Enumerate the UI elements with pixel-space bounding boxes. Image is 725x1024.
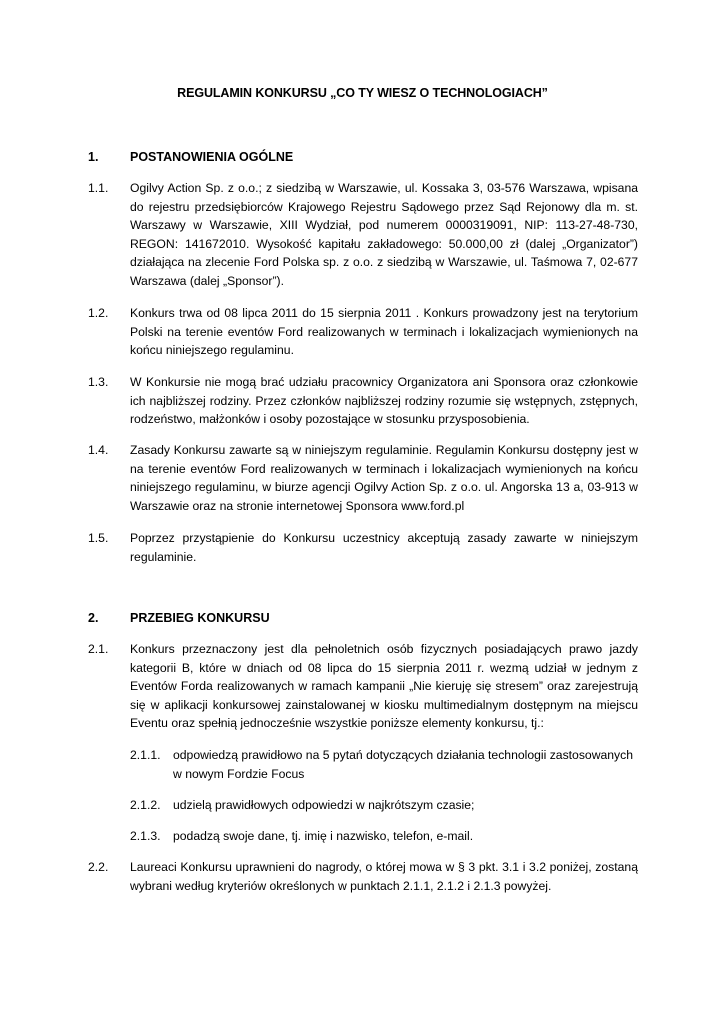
paragraph-text: Zasady Konkursu zawarte są w niniejszym regulaminie. Regulamin Konkursu dostępny jest w na terenie eventów Ford realizowanych w terminach i lokalizacjach wymienionych na końcu niniejszego regulaminu, w biurze agencji Ogilvy Action Sp. z o.o. ul. Angorska 13 a, 03-913 w Warszawie oraz na stronie internetowej Sponsora www.ford.pl [130, 443, 638, 513]
subparagraph-text: udzielą prawidłowych odpowiedzi w najkrótszym czasie; [173, 798, 475, 812]
paragraph-2-2 [88, 858, 638, 895]
paragraph-text: Konkurs trwa od 08 lipca 2011 do 15 sierpnia 2011 . Konkurs prowadzony jest na terytorium Polski na terenie eventów Ford realizowanych w terminach i lokalizacjach wymienionych na końcu niniejszego regulaminu. [130, 306, 638, 358]
subparagraph-number: 2.1.2. [130, 798, 161, 812]
paragraph-1-4 [88, 441, 638, 515]
paragraph-number: 2.1. [88, 642, 109, 656]
subparagraph-2-1-1 [130, 746, 638, 783]
paragraph-number: 1.2. [88, 306, 109, 320]
paragraph-number: 2.2. [88, 860, 109, 874]
document-title: REGULAMIN KONKURSU „CO TY WIESZ O TECHNOLOGIACH” [177, 86, 548, 100]
section-number: 1. [88, 150, 99, 164]
section-number: 2. [88, 611, 99, 625]
paragraph-1-3 [88, 373, 638, 429]
paragraph-number: 1.3. [88, 375, 109, 389]
subparagraph-2-1-3 [130, 827, 638, 846]
paragraph-1-5 [88, 529, 638, 566]
subparagraph-text: odpowiedzą prawidłowo na 5 pytań dotyczących działania technologii zastosowanych w nowym Fordzie Focus [173, 748, 634, 781]
section-title: PRZEBIEG KONKURSU [130, 611, 270, 625]
subparagraph-text: podadzą swoje dane, tj. imię i nazwisko, telefon, e-mail. [173, 829, 474, 843]
paragraph-1-2 [88, 304, 638, 360]
section-title: POSTANOWIENIA OGÓLNE [130, 150, 294, 164]
paragraph-text: W Konkursie nie mogą brać udziału pracownicy Organizatora ani Sponsora oraz członkowie ich najbliższej rodziny. Przez członków najbliższej rodziny rozumie się wstępnych, zstępnych, rodzeństwo, małżonków i osoby pozostające w stosunku przysposobienia. [130, 375, 638, 427]
subparagraph-number: 2.1.1. [130, 748, 161, 762]
paragraph-text: Laureaci Konkursu uprawnieni do nagrody, o której mowa w § 3 pkt. 3.1 i 3.2 poniżej, zostaną wybrani według kryteriów określonych w punktach 2.1.1, 2.1.2 i 2.1.3 powyżej. [130, 860, 638, 893]
paragraph-number: 1.5. [88, 531, 109, 545]
paragraph-text: Poprzez przystąpienie do Konkursu uczestnicy akceptują zasady zawarte w niniejszym regulaminie. [130, 531, 638, 564]
subparagraph-number: 2.1.3. [130, 829, 161, 843]
paragraph-text: Ogilvy Action Sp. z o.o.; z siedzibą w Warszawie, ul. Kossaka 3, 03-576 Warszawa, wpisana do rejestru przedsiębiorców Krajowego Rejestru Sądowego przez Sąd Rejonowy dla m. st. Warszawy w Warszawie, XIII Wydział, pod numerem 0000319091, NIP: 113-27-48-730, REGON: 141672010. Wysokość kapitału zakładowego: 50.000,00 zł (dalej „Organizator”) działająca na zlecenie Ford Polska sp. z o.o. z siedzibą w Warszawie, ul. Taśmowa 7, 02-677 Warszawa (dalej „Sponsor”). [130, 181, 638, 288]
paragraph-number: 1.1. [88, 181, 109, 195]
paragraph-text: Konkurs przeznaczony jest dla pełnoletnich osób fizycznych posiadających prawo jazdy kategorii B, które w dniach od 08 lipca do 15 sierpnia 2011 r. wezmą udział w jednym z Eventów Forda realizowanych w ramach kampanii „Nie kieruję się stresem” oraz zarejestrują się w aplikacji konkursowej zainstalowanej w kiosku multimedialnym dostępnym na miejscu Eventu oraz spełnią jednocześnie wszystkie poniższe elementy konkursu, tj.: [130, 642, 638, 731]
subparagraph-2-1-2 [130, 796, 638, 815]
paragraph-2-1 [88, 640, 638, 733]
paragraph-number: 1.4. [88, 443, 109, 457]
paragraph-1-1 [88, 179, 638, 291]
